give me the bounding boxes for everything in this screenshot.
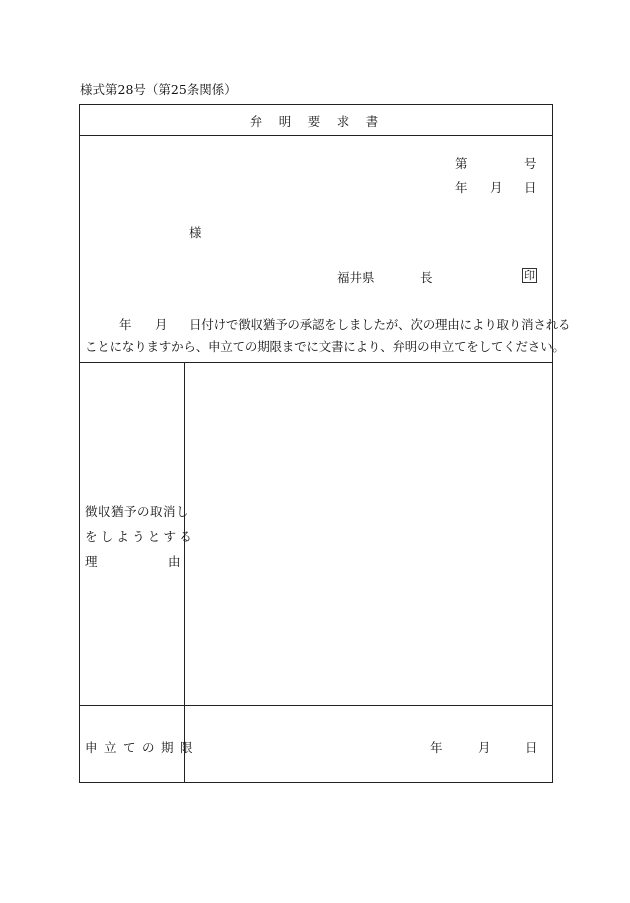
addressee-suffix: 様 [189, 225, 202, 240]
doc-number-go: 号 [524, 156, 537, 171]
issue-date-month: 月 [490, 180, 503, 195]
body-line-2: ことになりますから、申立ての期限までに文書により、弁明の申立てをしてください。 [85, 339, 565, 354]
deadline-year: 年 [430, 740, 443, 755]
doc-number-dai: 第 [455, 156, 468, 171]
title-row-divider [79, 135, 553, 136]
body-year: 年 [119, 317, 132, 332]
table-bottom-border [79, 782, 553, 783]
reason-label-line-3b: 由 [168, 554, 181, 569]
table-top-border [79, 104, 553, 105]
reason-label-line-3a: 理 [85, 554, 98, 569]
issue-date-year: 年 [455, 180, 468, 195]
label-column-divider [184, 362, 185, 782]
seal-mark: 印 [524, 269, 535, 282]
body-line-1: 日付けで徴収猶予の承認をしましたが、次の理由により取り消される [189, 317, 571, 332]
issue-date-day: 日 [524, 180, 537, 195]
reason-content-area[interactable] [192, 372, 544, 697]
reason-label-line-2: をしようとする [85, 529, 195, 544]
deadline-month: 月 [478, 740, 491, 755]
body-month: 月 [155, 317, 168, 332]
notice-row-divider [79, 362, 553, 363]
form-number-label: 様式第28号（第25条関係） [80, 82, 237, 97]
table-right-border [552, 104, 553, 783]
deadline-day: 日 [525, 740, 538, 755]
reason-row-divider [79, 705, 553, 706]
reason-label-line-1: 徴収猶予の取消し [85, 504, 190, 519]
table-left-border [79, 104, 80, 783]
issuer-head: 長 [420, 270, 433, 285]
document-title: 弁 明 要 求 書 [249, 114, 381, 129]
issuer-prefecture: 福井県 [337, 270, 375, 285]
deadline-label: 申立ての期限 [85, 740, 200, 755]
